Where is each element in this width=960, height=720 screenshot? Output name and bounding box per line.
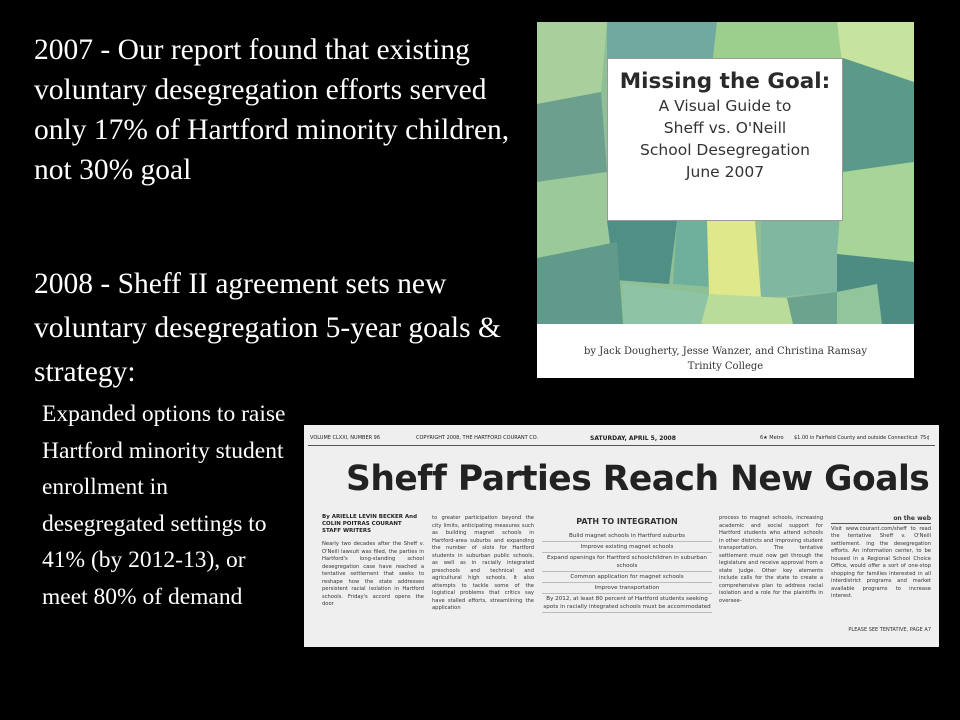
box-item: Expand openings for Hartford schoolchildren in suburban schools	[542, 553, 712, 572]
report-footer	[537, 324, 914, 378]
on-the-web-text: Visit www.courant.com/sheff to read the tentative Sheff v. O'Neill settlement. ing the desegregation efforts. An information center, to be housed in a Regional School Choice Office, would offer a sort of one-stop shopping for families interested in all interdistrict programs and market available programs to increase interest.	[831, 525, 931, 599]
box-item: Common application for magnet schools	[542, 572, 712, 583]
newspaper-clipping-image	[304, 425, 939, 647]
header-section: 6★ Metro	[760, 435, 784, 441]
report-subtitle-line: June 2007	[685, 163, 765, 181]
report-subtitle-line: Sheff vs. O'Neill	[663, 119, 787, 137]
newspaper-byline: By ARIELLE LEVIN BECKER And COLIN POITRAS COURANT STAFF WRITERS	[322, 514, 418, 534]
box-item: Improve transportation	[542, 583, 712, 594]
on-the-web-title: on the web	[831, 515, 931, 524]
header-date: SATURDAY, APRIL 5, 2008	[590, 435, 676, 442]
report-subtitle-line: School Desegregation	[640, 141, 810, 159]
box-title: PATH TO INTEGRATION	[576, 517, 678, 526]
report-subtitle-line: A Visual Guide to	[658, 97, 792, 115]
newspaper-header	[308, 433, 935, 446]
report-institution: Trinity College	[687, 361, 764, 372]
newspaper-headline: Sheff Parties Reach New Goals	[346, 459, 930, 499]
report-cover-image	[537, 22, 914, 378]
header-volume: VOLUME CLXXI, NUMBER 96	[310, 435, 381, 441]
header-price: $1.00 in Fairfield County and outside Connecticut	[794, 435, 918, 441]
report-authors: by Jack Dougherty, Jesse Wanzer, and Christina Ramsay	[583, 346, 867, 357]
report-title: Missing the Goal:	[619, 69, 831, 94]
report-title-box	[607, 58, 843, 221]
article-column-1: Nearly two decades after the Sheff v. O'Neill lawsuit was filed, the parties in Hartford's long-standing school desegregation case have reached a tentative settlement that seeks to reshape how the state addresses persistent racial isolation in Hartford schools. Friday's accord opens the door	[322, 541, 424, 607]
paragraph-2008-agreement: 2008 - Sheff II agreement sets new voluntary desegregation 5-year goals & strategy:	[34, 268, 501, 388]
box-item: Improve existing magnet schools	[542, 542, 712, 553]
box-item: By 2012, at least 80 percent of Hartford students seeking spots in racially integrated schools must be accommodated	[542, 594, 712, 613]
paragraph-2007-report: 2007 - Our report found that existing voluntary desegregation efforts served only 17% of Hartford minority children, not 30% goal	[34, 34, 510, 186]
header-price-right: 75¢	[920, 435, 930, 441]
article-column-2: to greater participation beyond the city limits, anticipating measures such as building magnet schools in Hartford-area suburbs and expanding the number of slots for Hartford students in suburban public schools, as well as in racially integrated preschools and technical and agricultural high schools. It also attempts to tackle some of the logistical problems that critics say have stalled efforts, streamlining the application	[432, 515, 534, 611]
paragraph-expanded-options: Expanded options to raise Hartford minority student enrollment in desegregated settings to 41% (by 2012-13), or meet 80% of demand	[42, 401, 286, 610]
path-to-integration-box	[542, 517, 712, 613]
box-item: Build magnet schools in Hartford suburbs	[542, 531, 712, 542]
continued-note: PLEASE SEE TENTATIVE, PAGE A7	[848, 627, 931, 633]
header-copyright: COPYRIGHT 2008, THE HARTFORD COURANT CO.	[416, 435, 539, 441]
article-column-4: process to magnet schools, increasing academic and social support for Hartford students who attend schools in other districts and improving student transportation. The tentative settlement must now get through the legislature and receive approval from a state judge. Other key elements include calls for the state to create a comprehensive plan to address racial isolation and a role for the plaintiffs in oversee-	[719, 515, 823, 604]
article-column-5	[831, 515, 931, 601]
